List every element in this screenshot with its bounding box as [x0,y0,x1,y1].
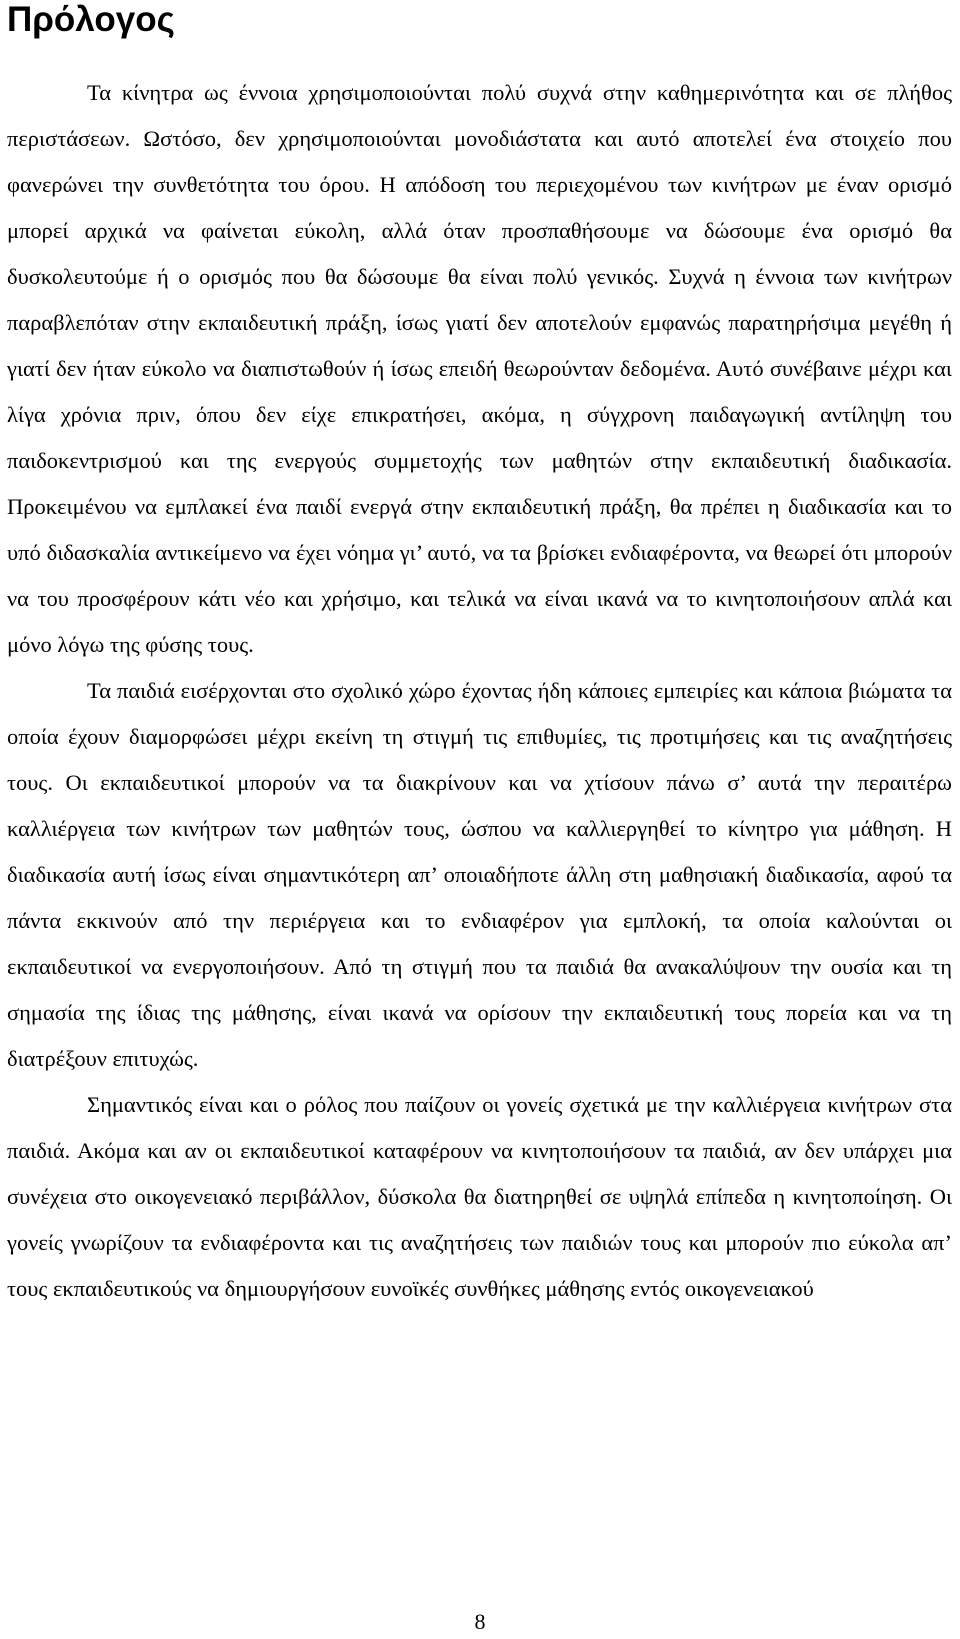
page-title: Πρόλογος [7,0,175,39]
paragraph-1: Τα κίνητρα ως έννοια χρησιμοποιούνται πολύ συχνά στην καθημερινότητα και σε πλήθος περιστάσεων. Ωστόσο, δεν χρησιμοποιούνται μονοδιάστατα και αυτό αποτελεί ένα στοιχείο που φανερώνει την συνθετότητα του όρου. Η απόδοση του περιεχομένου των κινήτρων με έναν ορισμό μπορεί αρχικά να φαίνεται εύκολη, αλλά όταν προσπαθήσουμε να δώσουμε ένα ορισμό θα δυσκολευτούμε ή ο ορισμός που θα δώσουμε θα είναι πολύ γενικός. Συχνά η έννοια των κινήτρων παραβλεπόταν στην εκπαιδευτική πράξη, ίσως γιατί δεν αποτελούν εμφανώς παρατηρήσιμα μεγέθη ή γιατί δεν ήταν εύκολο να διαπιστωθούν ή ίσως επειδή θεωρούνταν δεδομένα. Αυτό συνέβαινε μέχρι και λίγα χρόνια πριν, όπου δεν είχε επικρατήσει, ακόμα, η σύγχρονη παιδαγωγική αντίληψη του παιδοκεντρισμού και της ενεργούς συμμετοχής των μαθητών στην εκπαιδευτική διαδικασία. Προκειμένου να εμπλακεί ένα παιδί ενεργά στην εκπαιδευτική πράξη, θα πρέπει η διαδικασία και το υπό διδασκαλία αντικείμενο να έχει νόημα γι’ αυτό, να τα βρίσκει ενδιαφέροντα, να θεωρεί ότι μπορούν να του προσφέρουν κάτι νέο και χρήσιμο, και τελικά να είναι ικανά να το κινητοποιήσουν απλά και μόνο λόγω της φύσης τους. [7,80,952,657]
body-text [7,44,952,1312]
paragraph-3: Σημαντικός είναι και ο ρόλος που παίζουν οι γονείς σχετικά με την καλλιέργεια κινήτρων στα παιδιά. Ακόμα και αν οι εκπαιδευτικοί καταφέρουν να κινητοποιήσουν τα παιδιά, αν δεν υπάρχει μια συνέχεια στο οικογενειακό περιβάλλον, δύσκολα θα διατηρηθεί σε υψηλά επίπεδα η κινητοποίηση. Οι γονείς γνωρίζουν τα ενδιαφέροντα και τις αναζητήσεις των παιδιών τους και μπορούν πιο εύκολα απ’ τους εκπαιδευτικούς να δημιουργήσουν ευνοϊκές συνθήκες μάθησης εντός οικογενειακού [7,1092,952,1301]
page-number: 8 [474,1609,486,1634]
paragraph-2: Τα παιδιά εισέρχονται στο σχολικό χώρο έχοντας ήδη κάποιες εμπειρίες και κάποια βιώματα τα οποία έχουν διαμορφώσει μέχρι εκείνη τη στιγμή τις επιθυμίες, τις προτιμήσεις και τις αναζητήσεις τους. Οι εκπαιδευτικοί μπορούν να τα διακρίνουν και να χτίσουν πάνω σ’ αυτά την περαιτέρω καλλιέργεια των κινήτρων των μαθητών τους, ώσπου να καλλιεργηθεί το κίνητρο για μάθηση. Η διαδικασία αυτή ίσως είναι σημαντικότερη απ’ οποιαδήποτε άλλη στη μαθησιακή διαδικασία, αφού τα πάντα εκκινούν από την περιέργεια και το ενδιαφέρον για εμπλοκή, τα οποία καλούνται οι εκπαιδευτικοί να ενεργοποιήσουν. Από τη στιγμή που τα παιδιά θα ανακαλύψουν την ουσία και τη σημασία της ίδιας της μάθησης, είναι ικανά να ορίσουν την εκπαιδευτική τους πορεία και να τη διατρέξουν επιτυχώς. [7,678,952,1071]
